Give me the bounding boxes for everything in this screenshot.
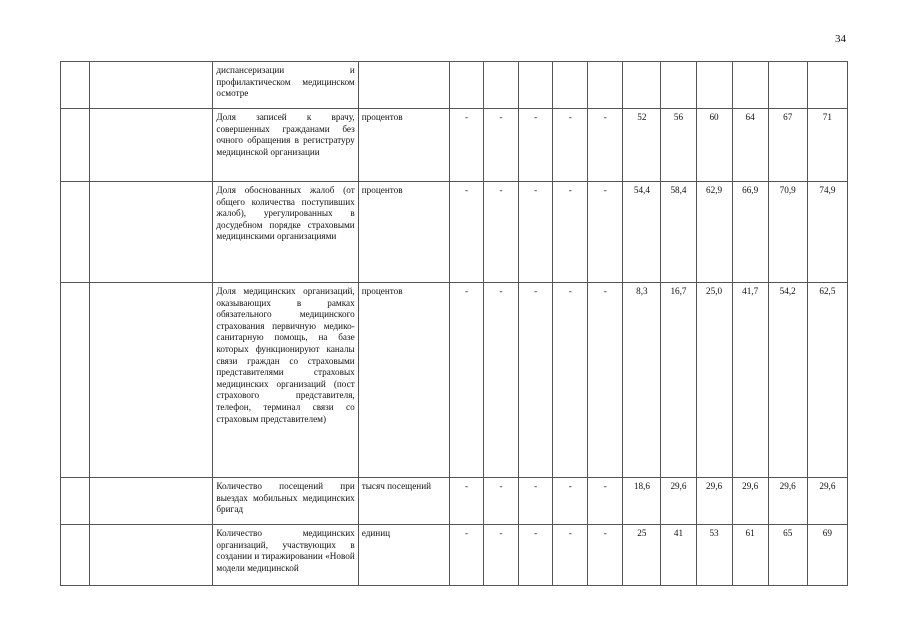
base-value-cell: -	[553, 109, 588, 182]
unit-cell: процентов	[358, 283, 449, 478]
base-value-cell: -	[588, 283, 623, 478]
base-value-cell: -	[449, 478, 483, 525]
table-row	[61, 478, 848, 525]
base-value-cell: -	[484, 109, 519, 182]
code-cell	[90, 182, 213, 283]
unit-cell: процентов	[358, 182, 449, 283]
year-value-cell: 71	[807, 109, 847, 182]
base-value-cell: -	[553, 182, 588, 283]
year-value-cell: 61	[732, 525, 768, 586]
base-value-cell: -	[519, 283, 553, 478]
base-value-cell: -	[588, 478, 623, 525]
base-value-cell: -	[519, 525, 553, 586]
base-value-cell: -	[484, 478, 519, 525]
row-number-cell	[61, 62, 90, 109]
base-value-cell: -	[449, 283, 483, 478]
indicator-name: Количество посещений при выездах мобильных медицинских бригад	[213, 478, 358, 525]
base-value-cell	[588, 62, 623, 109]
year-value-cell: 29,6	[807, 478, 847, 525]
year-value-cell: 66,9	[732, 182, 768, 283]
year-value-cell: 67	[768, 109, 807, 182]
year-value-cell: 62,9	[696, 182, 732, 283]
year-value-cell: 18,6	[623, 478, 661, 525]
indicator-name: Доля записей к врачу, совершенных гражданами без очного обращения в регистратуру медицинской организации	[213, 109, 358, 182]
base-value-cell: -	[553, 525, 588, 586]
year-value-cell	[768, 62, 807, 109]
year-value-cell: 58,4	[661, 182, 696, 283]
year-value-cell: 54,4	[623, 182, 661, 283]
year-value-cell	[732, 62, 768, 109]
code-cell	[90, 283, 213, 478]
base-value-cell: -	[519, 182, 553, 283]
base-value-cell	[519, 62, 553, 109]
base-value-cell: -	[449, 525, 483, 586]
year-value-cell: 52	[623, 109, 661, 182]
row-number-cell	[61, 109, 90, 182]
code-cell	[90, 62, 213, 109]
indicator-name: диспансеризации и профилактическом медицинском осмотре	[213, 62, 358, 109]
indicators-table	[60, 61, 848, 586]
row-number-cell	[61, 182, 90, 283]
base-value-cell: -	[484, 283, 519, 478]
base-value-cell: -	[588, 525, 623, 586]
year-value-cell: 64	[732, 109, 768, 182]
base-value-cell: -	[519, 109, 553, 182]
indicator-name: Доля обоснованных жалоб (от общего количества поступивших жалоб), урегулированных в досудебном порядке страховыми медицинскими организациями	[213, 182, 358, 283]
table-row	[61, 182, 848, 283]
base-value-cell: -	[484, 525, 519, 586]
year-value-cell: 41,7	[732, 283, 768, 478]
base-value-cell: -	[588, 109, 623, 182]
code-cell	[90, 525, 213, 586]
year-value-cell	[661, 62, 696, 109]
unit-cell: единиц	[358, 525, 449, 586]
year-value-cell: 56	[661, 109, 696, 182]
unit-cell: тысяч посещений	[358, 478, 449, 525]
year-value-cell: 25,0	[696, 283, 732, 478]
base-value-cell: -	[519, 478, 553, 525]
year-value-cell: 53	[696, 525, 732, 586]
base-value-cell: -	[484, 182, 519, 283]
unit-cell: процентов	[358, 109, 449, 182]
base-value-cell: -	[449, 109, 483, 182]
year-value-cell: 16,7	[661, 283, 696, 478]
indicator-name: Количество медицинских организаций, участвующих в создании и тиражировании «Новой модели медицинской	[213, 525, 358, 586]
year-value-cell: 69	[807, 525, 847, 586]
year-value-cell: 29,6	[732, 478, 768, 525]
base-value-cell: -	[553, 283, 588, 478]
year-value-cell	[696, 62, 732, 109]
row-number-cell	[61, 283, 90, 478]
code-cell	[90, 109, 213, 182]
base-value-cell	[553, 62, 588, 109]
indicator-name: Доля медицинских организаций, оказывающих в рамках обязательного медицинского страхования первичную медико-санитарную помощь, на базе которых функционируют каналы связи граждан со страховыми представителями страховых медицинских организаций (пост страхового представителя, телефон, терминал связи со страховым представителем)	[213, 283, 358, 478]
year-value-cell: 25	[623, 525, 661, 586]
year-value-cell: 62,5	[807, 283, 847, 478]
year-value-cell: 60	[696, 109, 732, 182]
table-row	[61, 62, 848, 109]
base-value-cell: -	[553, 478, 588, 525]
row-number-cell	[61, 525, 90, 586]
row-number-cell	[61, 478, 90, 525]
base-value-cell	[484, 62, 519, 109]
code-cell	[90, 478, 213, 525]
base-value-cell: -	[588, 182, 623, 283]
table-row	[61, 109, 848, 182]
year-value-cell: 41	[661, 525, 696, 586]
year-value-cell: 54,2	[768, 283, 807, 478]
year-value-cell: 70,9	[768, 182, 807, 283]
base-value-cell: -	[449, 182, 483, 283]
table-row	[61, 525, 848, 586]
unit-cell	[358, 62, 449, 109]
year-value-cell: 29,6	[696, 478, 732, 525]
year-value-cell: 8,3	[623, 283, 661, 478]
year-value-cell: 74,9	[807, 182, 847, 283]
year-value-cell: 29,6	[661, 478, 696, 525]
base-value-cell	[449, 62, 483, 109]
year-value-cell: 65	[768, 525, 807, 586]
table-row	[61, 283, 848, 478]
page-number: 34	[835, 33, 846, 45]
year-value-cell: 29,6	[768, 478, 807, 525]
year-value-cell	[807, 62, 847, 109]
year-value-cell	[623, 62, 661, 109]
